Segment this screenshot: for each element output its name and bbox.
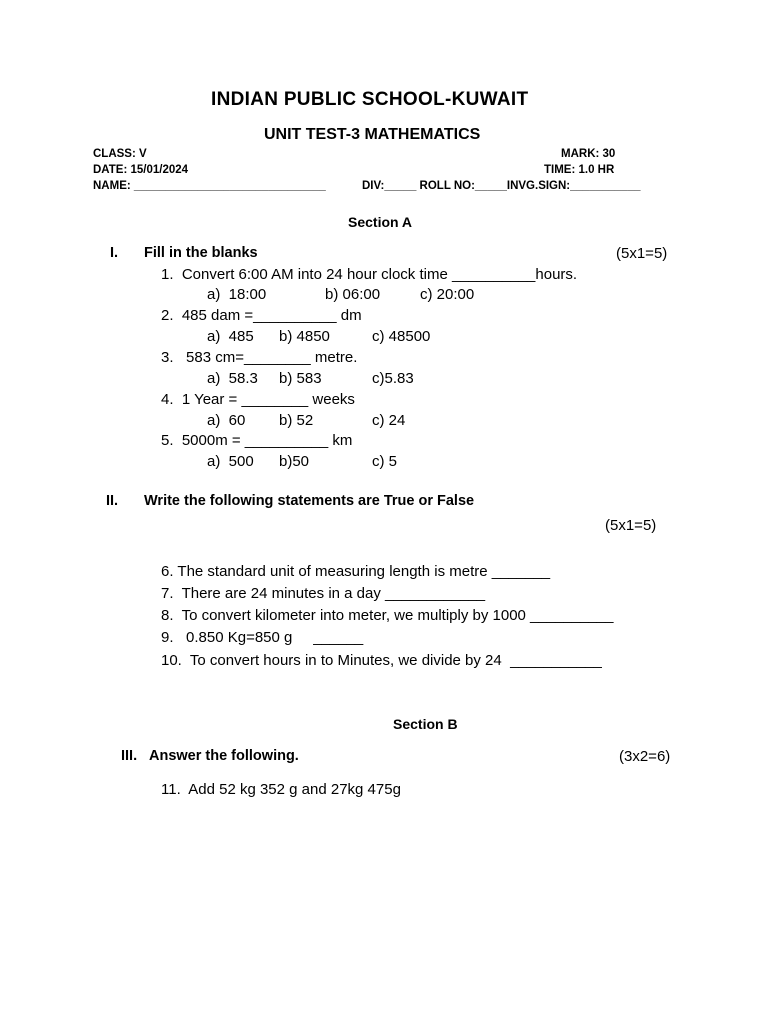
q3-option-c: c)5.83 <box>372 370 414 387</box>
details-field: DIV:_____ ROLL NO:_____INVG.SIGN:___________ <box>362 180 641 192</box>
class-label: CLASS: V <box>93 148 147 160</box>
q5-option-c: c) 5 <box>372 453 398 470</box>
school-name: INDIAN PUBLIC SCHOOL-KUWAIT <box>211 89 529 110</box>
part-2-heading: Write the following statements are True or False <box>144 493 475 509</box>
question-2: 2. 485 dam =__________ dm <box>161 307 362 324</box>
part-3-marks: (3x2=6) <box>619 748 671 765</box>
part-3-heading: Answer the following. <box>149 748 299 764</box>
q4-option-a: a) 60 <box>207 412 246 429</box>
question-10: 10. To convert hours in to Minutes, we divide by 24 ___________ <box>161 652 602 669</box>
question-3: 3. 583 cm=________ metre. <box>161 349 358 366</box>
question-11: 11. Add 52 kg 352 g and 27kg 475g <box>161 781 401 798</box>
question-6: 6. The standard unit of measuring length is metre _______ <box>161 563 551 580</box>
q4-option-c: c) 24 <box>372 412 406 429</box>
question-8: 8. To convert kilometer into meter, we multiply by 1000 __________ <box>161 607 614 624</box>
part-3-number: III. <box>121 748 138 764</box>
part-1-number: I. <box>110 245 119 261</box>
section-a-title: Section A <box>348 214 413 230</box>
question-9: 9. 0.850 Kg=850 g ______ <box>161 629 364 646</box>
q5-option-b: b)50 <box>279 453 310 470</box>
section-b-title: Section B <box>393 716 458 732</box>
part-2-marks: (5x1=5) <box>605 517 657 534</box>
q2-option-a: a) 485 <box>207 328 254 345</box>
q2-option-b: b) 4850 <box>279 328 330 345</box>
q4-option-b: b) 52 <box>279 412 314 429</box>
q3-option-b: b) 583 <box>279 370 322 387</box>
test-title: UNIT TEST-3 MATHEMATICS <box>264 126 481 143</box>
question-4: 4. 1 Year = ________ weeks <box>161 391 355 408</box>
q1-option-b: b) 06:00 <box>325 286 381 303</box>
q3-option-a: a) 58.3 <box>207 370 258 387</box>
time-label: TIME: 1.0 HR <box>544 164 615 176</box>
name-field: NAME: ______________________________ <box>93 180 326 192</box>
q1-option-c: c) 20:00 <box>420 286 475 303</box>
question-5: 5. 5000m = __________ km <box>161 432 353 449</box>
part-1-marks: (5x1=5) <box>616 245 668 262</box>
q2-option-c: c) 48500 <box>372 328 431 345</box>
question-7: 7. There are 24 minutes in a day ____________ <box>161 585 486 602</box>
q5-option-a: a) 500 <box>207 453 254 470</box>
date-label: DATE: 15/01/2024 <box>93 164 189 176</box>
part-2-number: II. <box>106 493 119 509</box>
q1-option-a: a) 18:00 <box>207 286 267 303</box>
part-1-heading: Fill in the blanks <box>144 245 258 261</box>
mark-label: MARK: 30 <box>561 148 616 160</box>
question-1: 1. Convert 6:00 AM into 24 hour clock time __________hours. <box>161 266 578 283</box>
